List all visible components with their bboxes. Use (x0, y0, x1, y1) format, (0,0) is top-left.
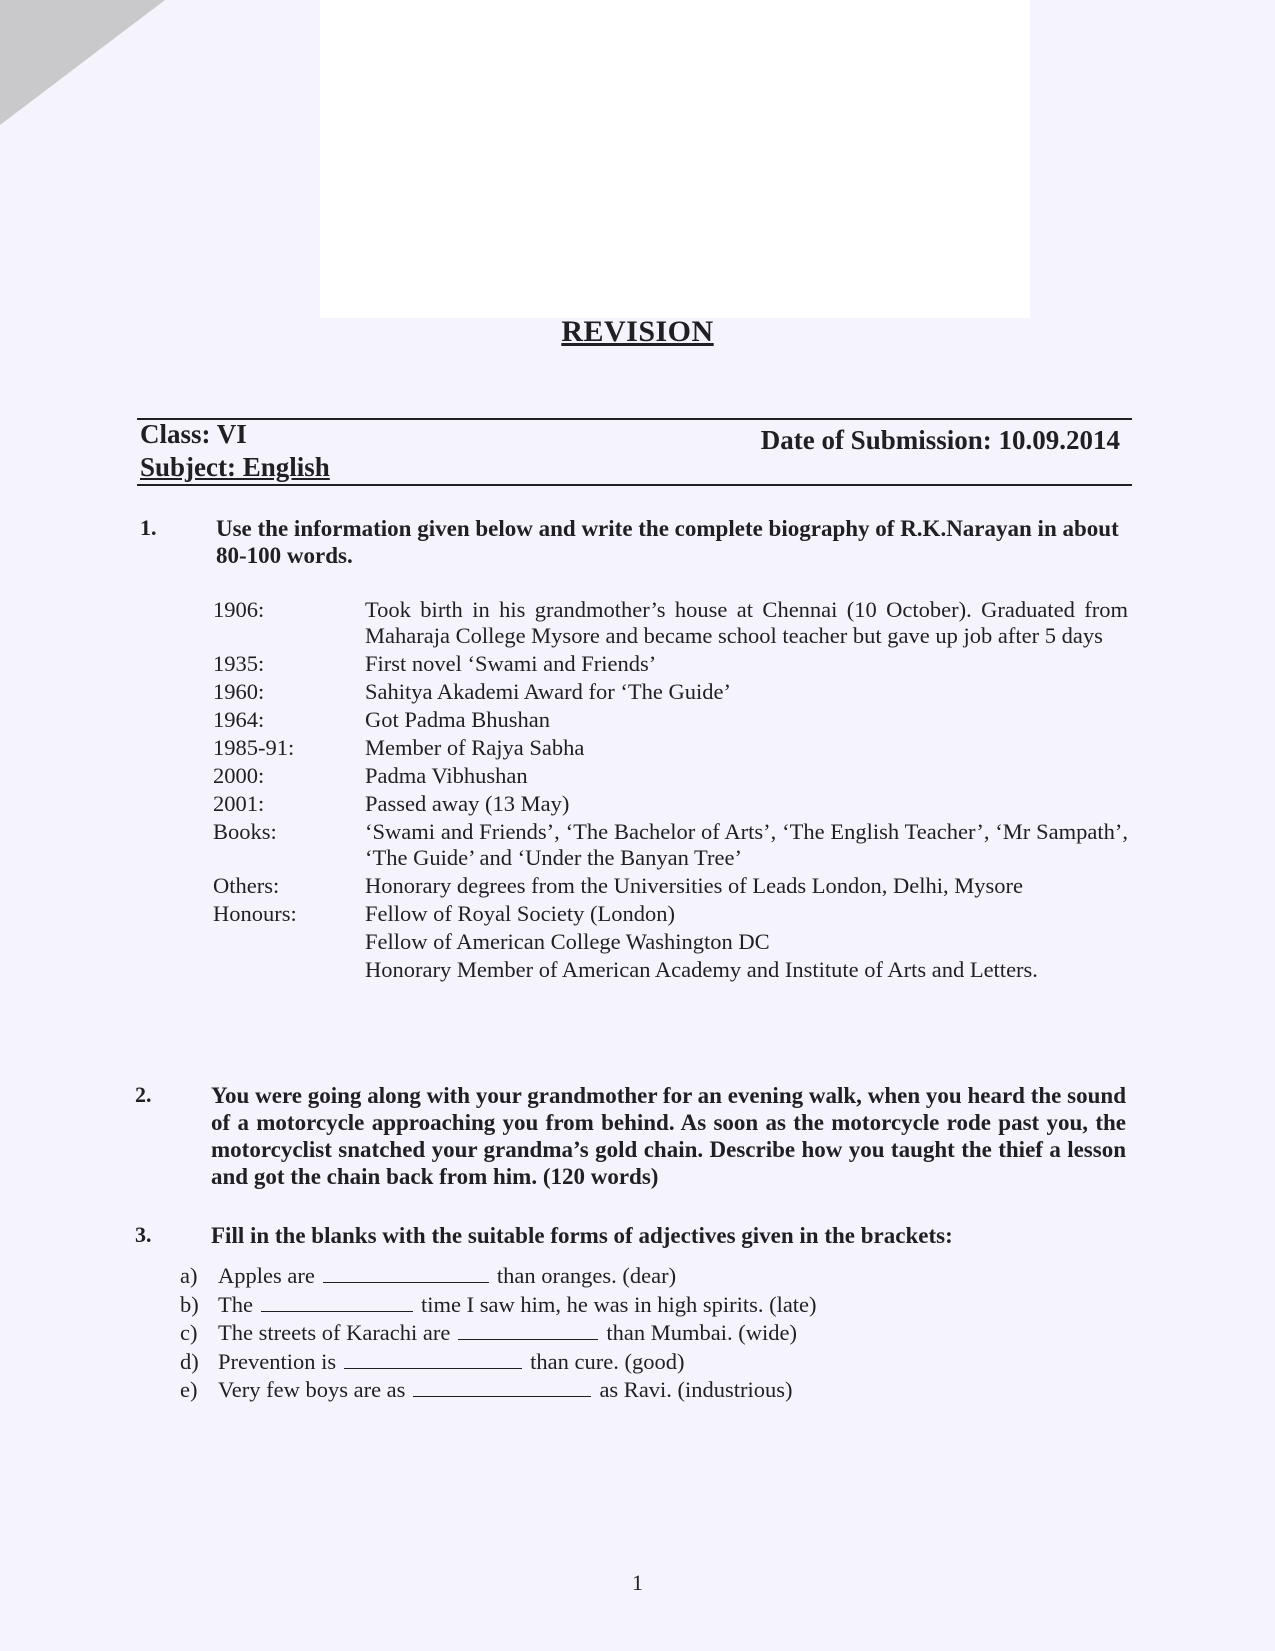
item-letter: b) (180, 1291, 199, 1317)
item-letter: e) (180, 1377, 198, 1402)
bio-year: 2000: (213, 763, 265, 788)
answer-blank[interactable] (458, 1321, 598, 1340)
item-text-after: than Mumbai. (wide) (606, 1320, 797, 1345)
document-title: REVISION (561, 315, 714, 348)
bio-year: 1906: (213, 597, 265, 622)
fill-in-blanks-list (180, 1262, 817, 1405)
bio-key (213, 929, 365, 957)
table-row (213, 957, 1128, 985)
answer-blank[interactable] (323, 1264, 489, 1283)
item-text-before: The (218, 1291, 253, 1317)
bio-year: 1935: (213, 651, 265, 676)
bio-year: 2001: (213, 791, 265, 816)
list-item (180, 1348, 817, 1377)
bio-year: 1960: (213, 679, 265, 704)
bio-detail: Fellow of Royal Society (London) (365, 901, 675, 926)
table-row (213, 791, 1128, 819)
item-text-before: Very few boys are as (218, 1377, 406, 1402)
item-letter: d) (180, 1348, 199, 1374)
question-1-number: 1. (140, 515, 157, 540)
item-text-before: Prevention is (218, 1348, 337, 1374)
bio-year: 1985-91: (213, 735, 295, 760)
page-number: 1 (632, 1570, 643, 1595)
question-3-number: 3. (135, 1222, 152, 1247)
bio-detail: Honorary degrees from the Universities of Leads London, Delhi, Mysore (365, 873, 1023, 898)
bio-detail: Took birth in his grandmother’s house at Chennai (10 October). Graduated from Maharaja College Mysore and became school teacher but gave up job after 5 days (365, 597, 1128, 648)
bio-detail: ‘Swami and Friends’, ‘The Bachelor of Arts’, ‘The English Teacher’, ‘Mr Sampath’, ‘The Guide’ and ‘Under the Banyan Tree’ (365, 819, 1128, 870)
bio-key: Books: (213, 819, 277, 844)
redacted-header-area (320, 0, 1030, 318)
table-row (213, 901, 1128, 929)
list-item (180, 1291, 817, 1320)
biography-info-table (213, 597, 1128, 985)
bio-detail: Honorary Member of American Academy and Institute of Arts and Letters. (365, 957, 1038, 982)
table-row (213, 929, 1128, 957)
header-class-subject (140, 418, 330, 484)
table-row (213, 873, 1128, 901)
answer-blank[interactable] (344, 1350, 522, 1369)
item-text-after: than oranges. (dear) (496, 1263, 677, 1288)
table-row (213, 707, 1128, 735)
item-text-before: The streets of Karachi are (218, 1320, 451, 1345)
header-bottom-rule (137, 484, 1132, 486)
bio-key (213, 957, 365, 985)
bio-key: Others: (213, 873, 280, 898)
bio-detail: Passed away (13 May) (365, 791, 570, 816)
page-corner-fold (0, 0, 165, 125)
list-item (180, 1262, 817, 1291)
bio-detail: Fellow of American College Washington DC (365, 929, 770, 954)
item-letter: a) (180, 1263, 198, 1288)
table-row (213, 735, 1128, 763)
bio-detail: Member of Rajya Sabha (365, 735, 585, 760)
bio-year: 1964: (213, 707, 265, 732)
submission-date: Date of Submission: 10.09.2014 (760, 425, 1120, 455)
item-letter: c) (180, 1320, 198, 1345)
bio-key: Honours: (213, 901, 297, 926)
item-text-after: than cure. (good) (530, 1348, 685, 1374)
table-row (213, 819, 1128, 873)
question-3-text: Fill in the blanks with the suitable forms of adjectives given in the brackets: (211, 1223, 953, 1248)
table-row (213, 651, 1128, 679)
table-row (213, 679, 1128, 707)
item-text-after: time I saw him, he was in high spirits. (late) (420, 1291, 817, 1317)
subject-label: Subject: English (140, 452, 330, 482)
item-text-after: as Ravi. (industrious) (599, 1377, 793, 1402)
item-text-before: Apples are (218, 1263, 315, 1288)
bio-detail: Padma Vibhushan (365, 763, 528, 788)
answer-blank[interactable] (261, 1293, 413, 1312)
list-item (180, 1376, 817, 1405)
bio-detail: Sahitya Akademi Award for ‘The Guide’ (365, 679, 731, 704)
table-row (213, 597, 1128, 651)
list-item (180, 1319, 817, 1348)
bio-detail: First novel ‘Swami and Friends’ (365, 651, 657, 676)
question-2-text: You were going along with your grandmother for an evening walk, when you heard the sound of a motorcycle approaching you from behind. As soon as the motorcycle rode past you, the motorcyclist snatched your grandma’s gold chain. Describe how you taught the thief a lesson and got the chain back from him. (120 words) (211, 1083, 1126, 1189)
class-label: Class: VI (140, 419, 247, 449)
question-1-text: Use the information given below and write the complete biography of R.K.Narayan in about 80-100 words. (216, 516, 1119, 568)
table-row (213, 763, 1128, 791)
answer-blank[interactable] (413, 1378, 591, 1397)
question-2-number: 2. (135, 1082, 152, 1107)
bio-detail: Got Padma Bhushan (365, 707, 550, 732)
